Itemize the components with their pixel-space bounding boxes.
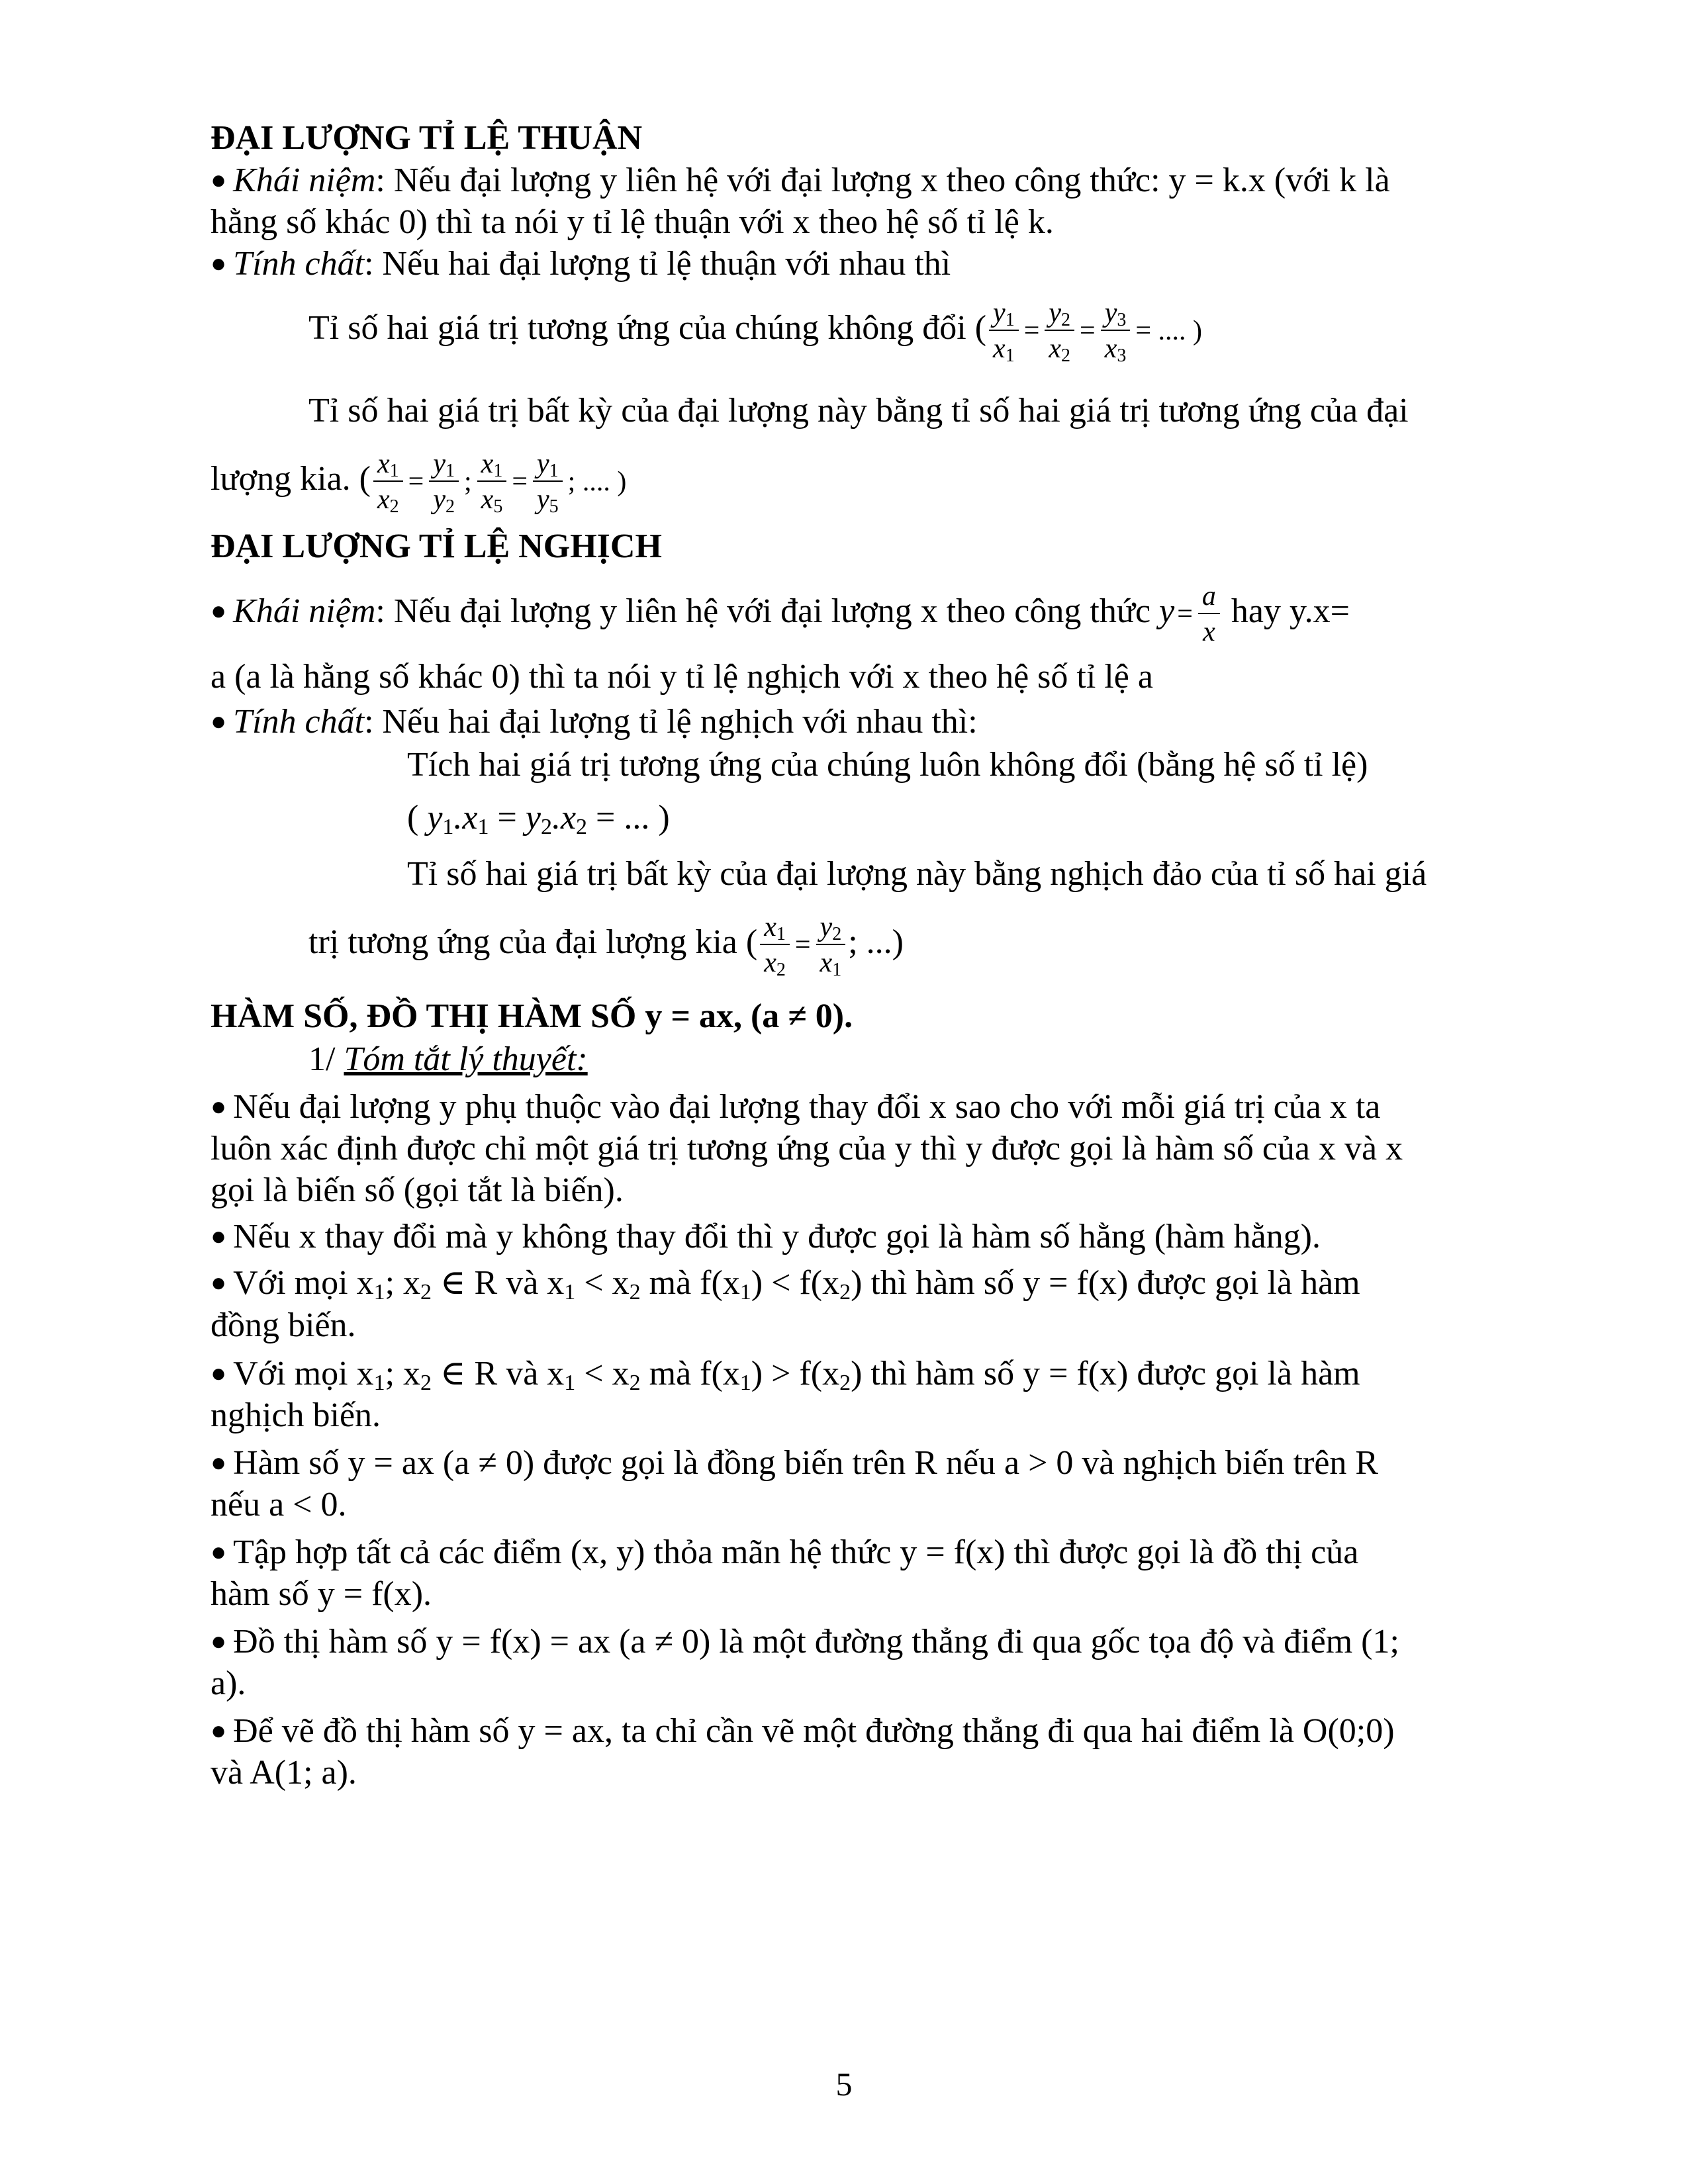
bullet-icon: ● — [211, 165, 227, 195]
fraction: $\frac{y_1}{y_2}$ — [429, 450, 459, 514]
bullet-icon: ● — [211, 1267, 227, 1297]
fraction: $\frac{x_1}{x_5}$ — [477, 450, 507, 514]
concept-line: ● Khái niệm: Nếu đại lượng y liên hệ với đại lượng x theo công thức: y = k.x (với k là — [211, 161, 1390, 199]
fraction: $\frac{y_2}{x_2}$ — [1045, 299, 1074, 363]
bullet-icon: ● — [211, 1715, 227, 1745]
ratio-any-line: Tỉ số hai giá trị bất kỳ của đại lượng này bằng tỉ số hai giá trị tương ứng của đại — [308, 392, 1409, 430]
bullet-item: ● Với mọi $x_1$; $x_2$ ∈ R và $x_1 < x_2$ mà $f(x_1) < f(x_2)$ thì hàm số y = f(x) được gọi là hàm — [211, 1264, 1360, 1304]
property-line: ● Tính chất: Nếu hai đại lượng tỉ lệ nghịch với nhau thì: — [211, 703, 978, 741]
bullet-item-cont: nghịch biến. — [211, 1396, 381, 1434]
property-line: ● Tính chất: Nếu hai đại lượng tỉ lệ thuận với nhau thì — [211, 245, 951, 283]
product-constant-line: Tích hai giá trị tương ứng của chúng luôn không đổi (bằng hệ số tỉ lệ) — [407, 746, 1368, 784]
section-title-function: HÀM SỐ, ĐỒ THỊ HÀM SỐ y = ax, (a ≠ 0). — [211, 997, 853, 1035]
fraction: $\frac{y_3}{x_3}$ — [1101, 299, 1131, 363]
bullet-item: ● Nếu đại lượng y phụ thuộc vào đại lượng thay đổi x sao cho với mỗi giá trị của x ta — [211, 1088, 1381, 1126]
bullet-icon: ● — [211, 1358, 227, 1388]
bullet-icon: ● — [211, 1221, 227, 1251]
section-title-direct-proportion: ĐẠI LƯỢNG TỈ LỆ THUẬN — [211, 119, 643, 157]
fraction: $\frac{y_1}{y_5}$ — [533, 450, 563, 514]
fraction: $\frac{y_2}{x_1}$ — [816, 913, 846, 977]
section-title-inverse-proportion: ĐẠI LƯỢNG TỈ LỆ NGHỊCH — [211, 527, 662, 565]
bullet-item-cont: và A(1; a). — [211, 1754, 357, 1792]
bullet-icon: ● — [211, 595, 227, 625]
bullet-item-cont: nếu a < 0. — [211, 1486, 347, 1524]
concept-line: ● Khái niệm: Nếu đại lượng y liên hệ với đại lượng x theo công thức y= $\frac{a}{x}$ hay y.x= — [211, 581, 1350, 647]
bullet-item: ● Hàm số y = ax (a ≠ 0) được gọi là đồng biến trên R nếu a > 0 và nghịch biến trên R — [211, 1444, 1379, 1482]
bullet-icon: ● — [211, 1447, 227, 1477]
product-formula: ( $y_1.x_1 = y_2.x_2$ = ... ) — [407, 799, 670, 839]
bullet-item: ● Với mọi $x_1$; $x_2$ ∈ R và $x_1 < x_2$ mà $f(x_1) > f(x_2)$ thì hàm số y = f(x) được gọi là hàm — [211, 1355, 1360, 1395]
bullet-item-cont: luôn xác định được chỉ một giá trị tương ứng của y thì y được gọi là hàm số của x và x — [211, 1130, 1403, 1167]
bullet-icon: ● — [211, 1091, 227, 1121]
bullet-item-cont: đồng biến. — [211, 1306, 356, 1344]
bullet-item-cont: gọi là biến số (gọi tắt là biến). — [211, 1171, 624, 1209]
bullet-item: ● Để vẽ đồ thị hàm số y = ax, ta chỉ cần vẽ một đường thẳng đi qua hai điểm là O(0;0) — [211, 1712, 1395, 1750]
fraction: $\frac{x_1}{x_2}$ — [760, 913, 790, 977]
fraction: $\frac{a}{x}$ — [1198, 582, 1220, 646]
bullet-item: ● Nếu x thay đổi mà y không thay đổi thì y được gọi là hàm số hằng (hàm hằng). — [211, 1218, 1321, 1255]
inverse-ratio-line: Tỉ số hai giá trị bất kỳ của đại lượng này bằng nghịch đảo của tỉ số hai giá — [407, 855, 1427, 893]
bullet-item-cont: a). — [211, 1664, 246, 1702]
subsection-title: 1/ Tóm tắt lý thuyết: — [308, 1040, 588, 1078]
bullet-icon: ● — [211, 1537, 227, 1567]
bullet-item: ● Đồ thị hàm số y = f(x) = ax (a ≠ 0) là một đường thẳng đi qua gốc tọa độ và điểm (1; — [211, 1623, 1399, 1661]
bullet-icon: ● — [211, 1626, 227, 1656]
concept-line-2: hằng số khác 0) thì ta nói y tỉ lệ thuận với x theo hệ số tỉ lệ k. — [211, 203, 1054, 241]
bullet-item-cont: hàm số y = f(x). — [211, 1575, 432, 1613]
page-number: 5 — [835, 2066, 853, 2103]
fraction: $\frac{y_1}{x_1}$ — [989, 299, 1019, 363]
bullet-item: ● Tập hợp tất cả các điểm (x, y) thỏa mãn hệ thức y = f(x) thì được gọi là đồ thị của — [211, 1533, 1359, 1571]
fraction: $\frac{x_1}{x_2}$ — [373, 450, 403, 514]
ratio-any-line-2: lượng kia. ( $\frac{x_1}{x_2}$ = $\frac{y_1}{y_2}$ ; $\frac{x_1}{x_5}$ = $\frac{y_1}{y_5}$ ; .... ) — [211, 449, 627, 517]
concept-line-2: a (a là hằng số khác 0) thì ta nói y tỉ lệ nghịch với x theo hệ số tỉ lệ a — [211, 658, 1153, 696]
ratio-constant-line: Tỉ số hai giá trị tương ứng của chúng không đổi ( $\frac{y_1}{x_1}$ = $\frac{y_2}{x_2}$ = $\frac{y_3}{x_3}$ = .... ) — [308, 298, 1203, 366]
bullet-icon: ● — [211, 706, 227, 736]
bullet-icon: ● — [211, 248, 227, 278]
inverse-ratio-line-2: trị tương ứng của đại lượng kia ( $\frac{x_1}{x_2}$ = $\frac{y_2}{x_1}$ ; ...) — [308, 912, 904, 980]
